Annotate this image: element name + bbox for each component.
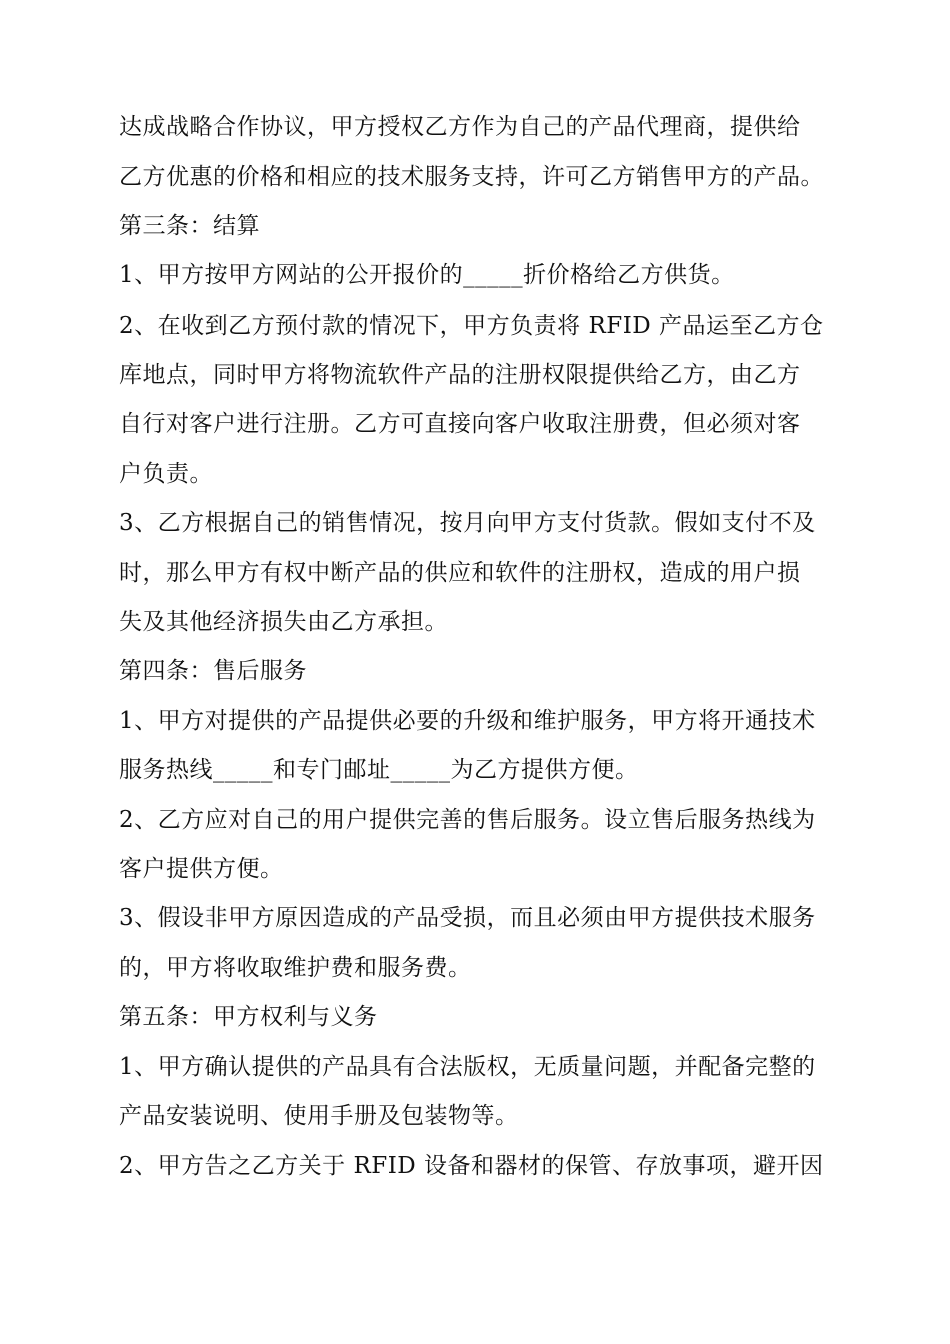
section-heading: 第三条：结算 bbox=[119, 213, 260, 239]
text-line: 3、假设非甲方原因造成的产品受损，而且必须由甲方提供技术服务 bbox=[119, 905, 816, 931]
text-line: 2、乙方应对自己的用户提供完善的售后服务。设立售后服务热线为 bbox=[119, 807, 816, 833]
text-line: 客户提供方便。 bbox=[119, 856, 284, 882]
text-line: 达成战略合作协议，甲方授权乙方作为自己的产品代理商，提供给 bbox=[119, 114, 801, 140]
text-line: 1、甲方确认提供的产品具有合法版权，无质量问题，并配备完整的 bbox=[119, 1054, 816, 1080]
text-line: 乙方优惠的价格和相应的技术服务支持，许可乙方销售甲方的产品。 bbox=[119, 164, 824, 190]
text-line: 1、甲方对提供的产品提供必要的升级和维护服务，甲方将开通技术 bbox=[119, 708, 816, 734]
text-line: 产品安装说明、使用手册及包装物等。 bbox=[119, 1103, 519, 1129]
text-line: 1、甲方按甲方网站的公开报价的_____折价格给乙方供货。 bbox=[119, 262, 735, 288]
text-line: 2、在收到乙方预付款的情况下，甲方负责将 RFID 产品运至乙方仓 bbox=[119, 313, 824, 339]
text-line: 2、甲方告之乙方关于 RFID 设备和器材的保管、存放事项，避开因 bbox=[119, 1153, 824, 1179]
text-line: 服务热线_____和专门邮址_____为乙方提供方便。 bbox=[119, 757, 639, 783]
text-line: 自行对客户进行注册。乙方可直接向客户收取注册费，但必须对客 bbox=[119, 411, 801, 437]
text-line: 的，甲方将收取维护费和服务费。 bbox=[119, 955, 472, 981]
text-line: 3、乙方根据自己的销售情况，按月向甲方支付货款。假如支付不及 bbox=[119, 510, 816, 536]
text-line: 库地点，同时甲方将物流软件产品的注册权限提供给乙方，由乙方 bbox=[119, 362, 801, 388]
section-heading: 第五条：甲方权利与义务 bbox=[119, 1004, 378, 1030]
text-line: 时，那么甲方有权中断产品的供应和软件的注册权，造成的用户损 bbox=[119, 560, 801, 586]
text-line: 失及其他经济损失由乙方承担。 bbox=[119, 609, 448, 635]
text-line: 户负责。 bbox=[119, 461, 213, 487]
section-heading: 第四条：售后服务 bbox=[119, 658, 307, 684]
